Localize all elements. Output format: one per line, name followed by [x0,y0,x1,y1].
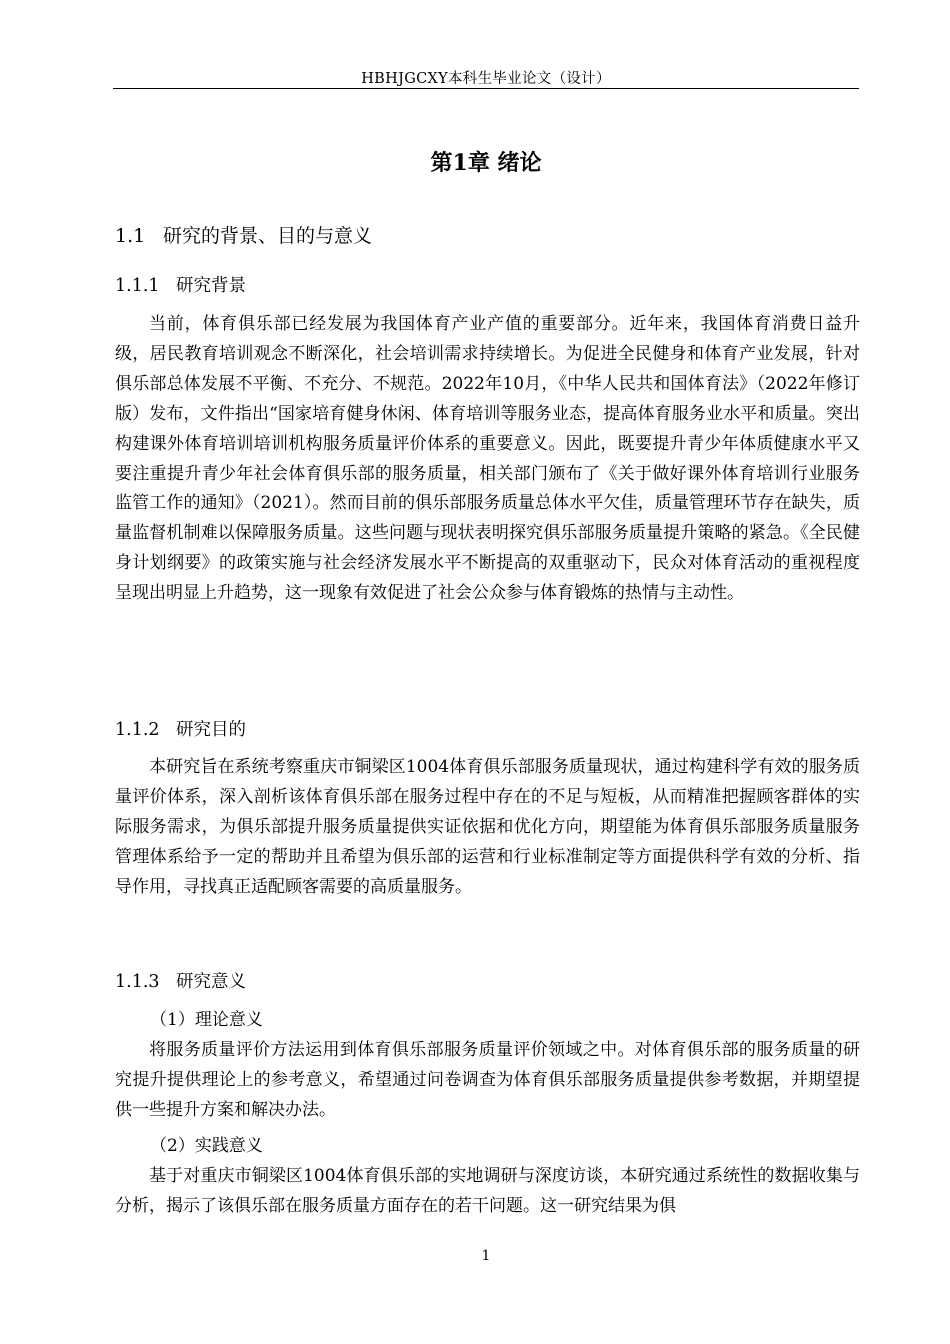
section-number: 1.1.3 [115,972,160,992]
chapter-title: 第1章 绪论 [430,150,542,176]
section-number: 1.1.2 [115,720,160,740]
practice-paragraph: 基于对重庆市铜梁区1004体育俱乐部的实地调研与深度访谈，本研究通过系统性的数据收集与分析，揭示了该俱乐部在服务质量方面存在的若干问题。这一研究结果为俱 [115,1166,860,1216]
section-heading-1-1-2 [115,716,246,741]
page-number: 1 [481,1248,491,1264]
background-paragraph: 当前，体育俱乐部已经发展为我国体育产业产值的重要部分。近年来，我国体育消费日益升级，居民教育培训观念不断深化，社会培训需求持续增长。为促进全民健身和体育产业发展，针对俱乐部总体发展不平衡、不充分、不规范。2022年10月，《中华人民共和国体育法》（2022年修订版）发布，文件指出“国家培育健身休闲、体育培训等服务业态，提高体育服务业水平和质量。突出构建课外体育培训培训机构服务质量评价体系的重要意义。因此，既要提升青少年体质健康水平又要注重提升青少年社会体育俱乐部的服务质量，相关部门颁布了《关于做好课外体育培训行业服务监管工作的通知》（2021）。然而目前的俱乐部服务质量总体水平欠佳，质量管理环节存在缺失，质量监督机制难以保障服务质量。这些问题与现状表明探究俱乐部服务质量提升策略的紧急。《全民健身计划纲要》的政策实施与社会经济发展水平不断提高的双重驱动下，民众对体育活动的重视程度呈现出明显上升趋势，这一现象有效促进了社会公众参与体育锻炼的热情与主动性。 [115,314,860,604]
section-heading-1-1-3 [115,968,246,993]
practice-label: （2）实践意义 [150,1136,263,1156]
running-header: HBHJGCXY本科生毕业论文（设计） [361,71,611,87]
section-title: 研究背景 [176,276,246,296]
theory-label: （1）理论意义 [150,1010,263,1030]
purpose-paragraph: 本研究旨在系统考察重庆市铜梁区1004体育俱乐部服务质量现状，通过构建科学有效的服务质量评价体系，深入剖析该体育俱乐部在服务过程中存在的不足与短板，从而精准把握顾客群体的实际服务需求，为俱乐部提升服务质量提供实证依据和优化方向，期望能为体育俱乐部服务质量服务管理体系给予一定的帮助并且希望为俱乐部的运营和行业标准制定等方面提供科学有效的分析、指导作用，寻找真正适配顾客需要的高质量服务。 [115,757,860,897]
section-number: 1.1.1 [115,276,160,296]
theory-paragraph: 将服务质量评价方法运用到体育俱乐部服务质量评价领域之中。对体育俱乐部的服务质量的研究提升提供理论上的参考意义，希望通过问卷调查为体育俱乐部服务质量提供参考数据，并期望提供一些提升方案和解决办法。 [115,1040,860,1120]
section-title: 研究意义 [176,972,246,992]
section-number: 1.1 [115,225,146,247]
section-title: 研究目的 [176,720,246,740]
section-heading-1-1 [115,221,372,248]
header-rule [113,88,859,89]
section-title: 研究的背景、目的与意义 [163,225,373,247]
section-heading-1-1-1 [115,272,246,297]
